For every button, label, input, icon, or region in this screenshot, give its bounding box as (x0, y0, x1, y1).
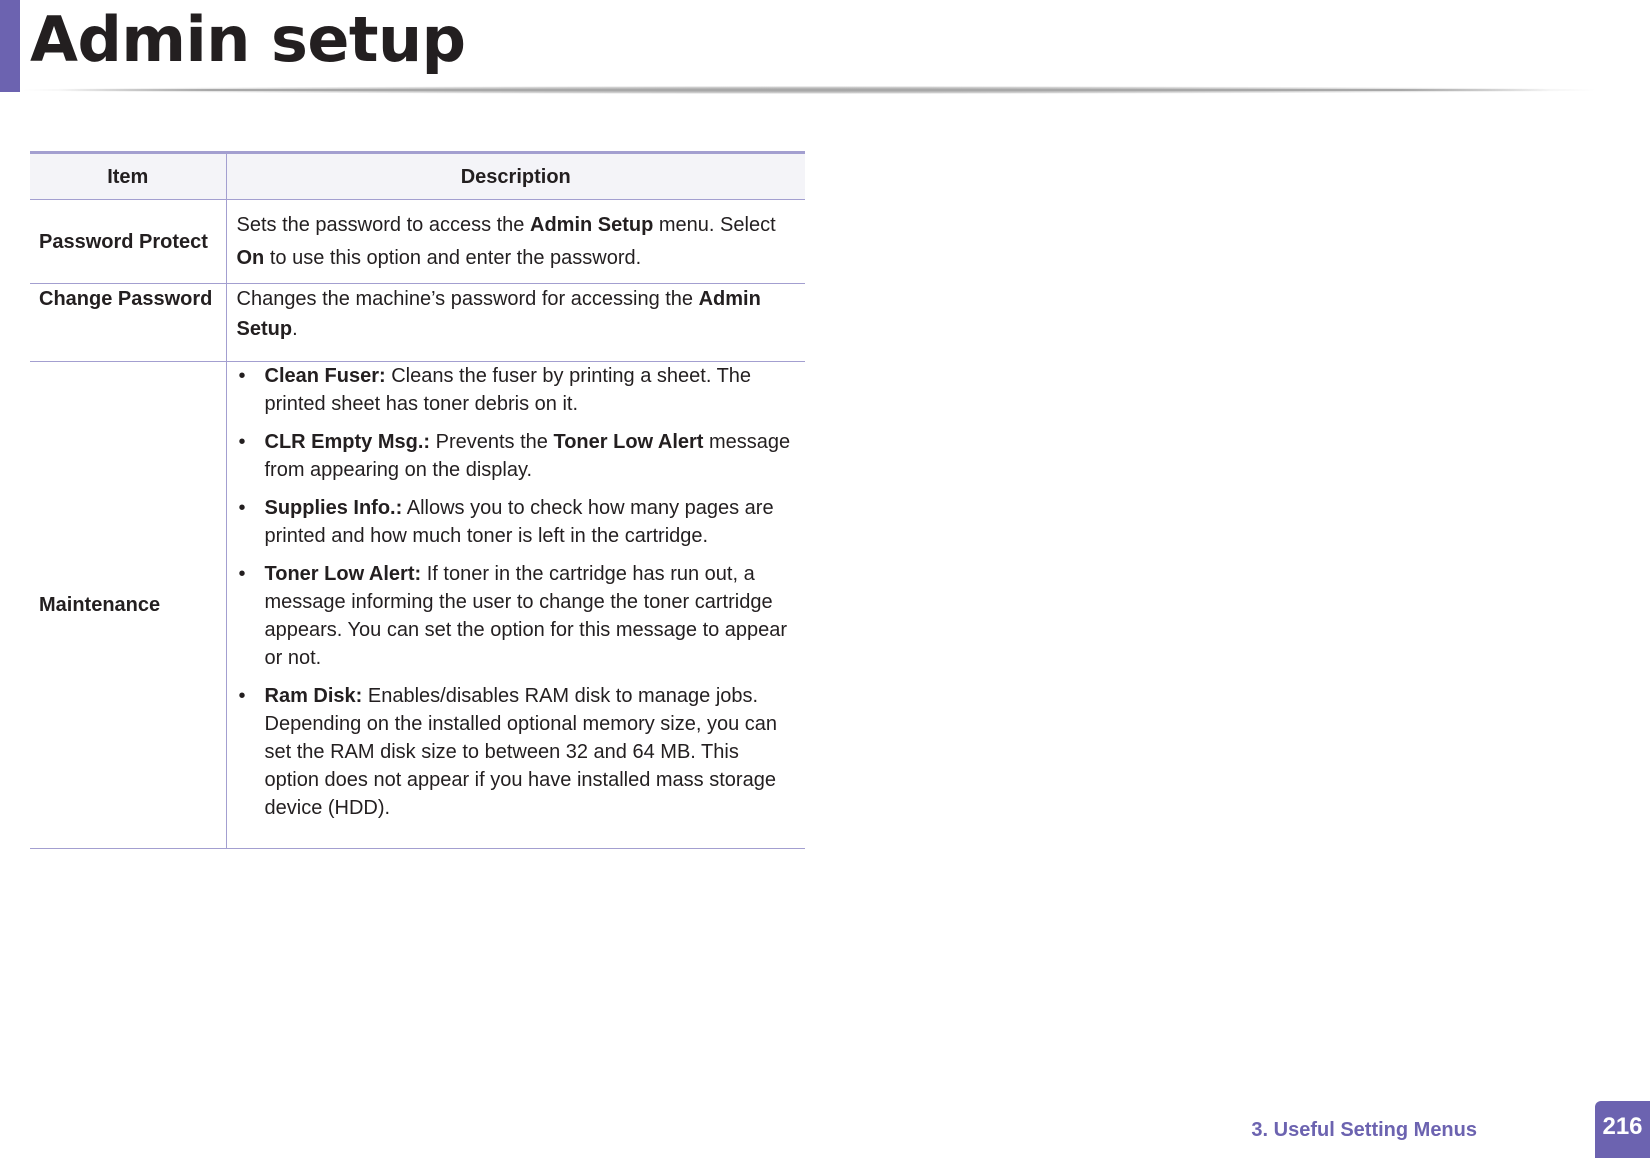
item-cell: Maintenance (30, 362, 226, 849)
bullet-icon: • (238, 431, 246, 453)
footer-chapter-label: 3. Useful Setting Menus (1251, 1119, 1477, 1141)
bullet-icon: • (238, 685, 246, 707)
option-text: message from appearing on the display. (264, 431, 791, 481)
option-bold-reference: Toner Low Alert (553, 431, 704, 453)
list-item (237, 362, 796, 418)
option-label: Supplies Info.: (264, 497, 403, 519)
description-text: Sets the password to access the (236, 213, 530, 236)
description-cell (226, 200, 805, 284)
settings-table (30, 151, 805, 849)
option-text: Cleans the fuser by printing a sheet. The printed sheet has toner debris on it. (264, 365, 752, 415)
maintenance-option-list (237, 362, 796, 822)
description-text: menu. Select (653, 213, 776, 236)
description-text: to use this option and enter the password. (264, 246, 642, 269)
column-header-item: Item (30, 153, 226, 200)
description-bold: On (236, 246, 265, 269)
column-header-description: Description (226, 153, 805, 200)
bullet-icon: • (238, 365, 246, 387)
option-text: Prevents the (430, 431, 554, 453)
page-number-badge: 216 (1595, 1101, 1650, 1158)
list-item (237, 682, 796, 822)
option-label: Ram Disk: (264, 685, 363, 707)
chapter-side-tab (0, 0, 20, 92)
option-text: Allows you to check how many pages are printed and how much toner is left in the cartridge. (264, 497, 774, 547)
list-item (237, 494, 796, 550)
option-label: Toner Low Alert: (264, 563, 422, 585)
description-bold: Admin Setup (530, 213, 654, 236)
description-text: Changes the machine’s password for accessing the (236, 288, 699, 310)
description-text: . (292, 318, 298, 340)
page-title: Admin setup (30, 3, 466, 76)
description-cell (226, 362, 805, 849)
option-text: Enables/disables RAM disk to manage jobs. Depending on the installed optional memory size, you can set the RAM disk size to between 32 and 64 MB. This option does not appear if you have installed mass storage device (HDD). (264, 685, 778, 819)
item-cell: Password Protect (30, 200, 226, 284)
table-row-maintenance (30, 362, 805, 849)
bullet-icon: • (238, 563, 246, 585)
title-underline (60, 89, 1550, 91)
option-label: CLR Empty Msg.: (264, 431, 431, 453)
description-cell (226, 284, 805, 362)
list-item (237, 428, 796, 484)
table-row-change-password (30, 284, 805, 362)
bullet-icon: • (238, 497, 246, 519)
description-bold: Admin Setup (236, 288, 761, 340)
table-header-row (30, 153, 805, 200)
item-cell: Change Password (30, 284, 226, 362)
table-row-password-protect (30, 200, 805, 284)
option-label: Clean Fuser: (264, 365, 386, 387)
list-item (237, 560, 796, 672)
option-text: If toner in the cartridge has run out, a message informing the user to change the toner cartridge appears. You can set the option for this message to appear or not. (264, 563, 788, 669)
